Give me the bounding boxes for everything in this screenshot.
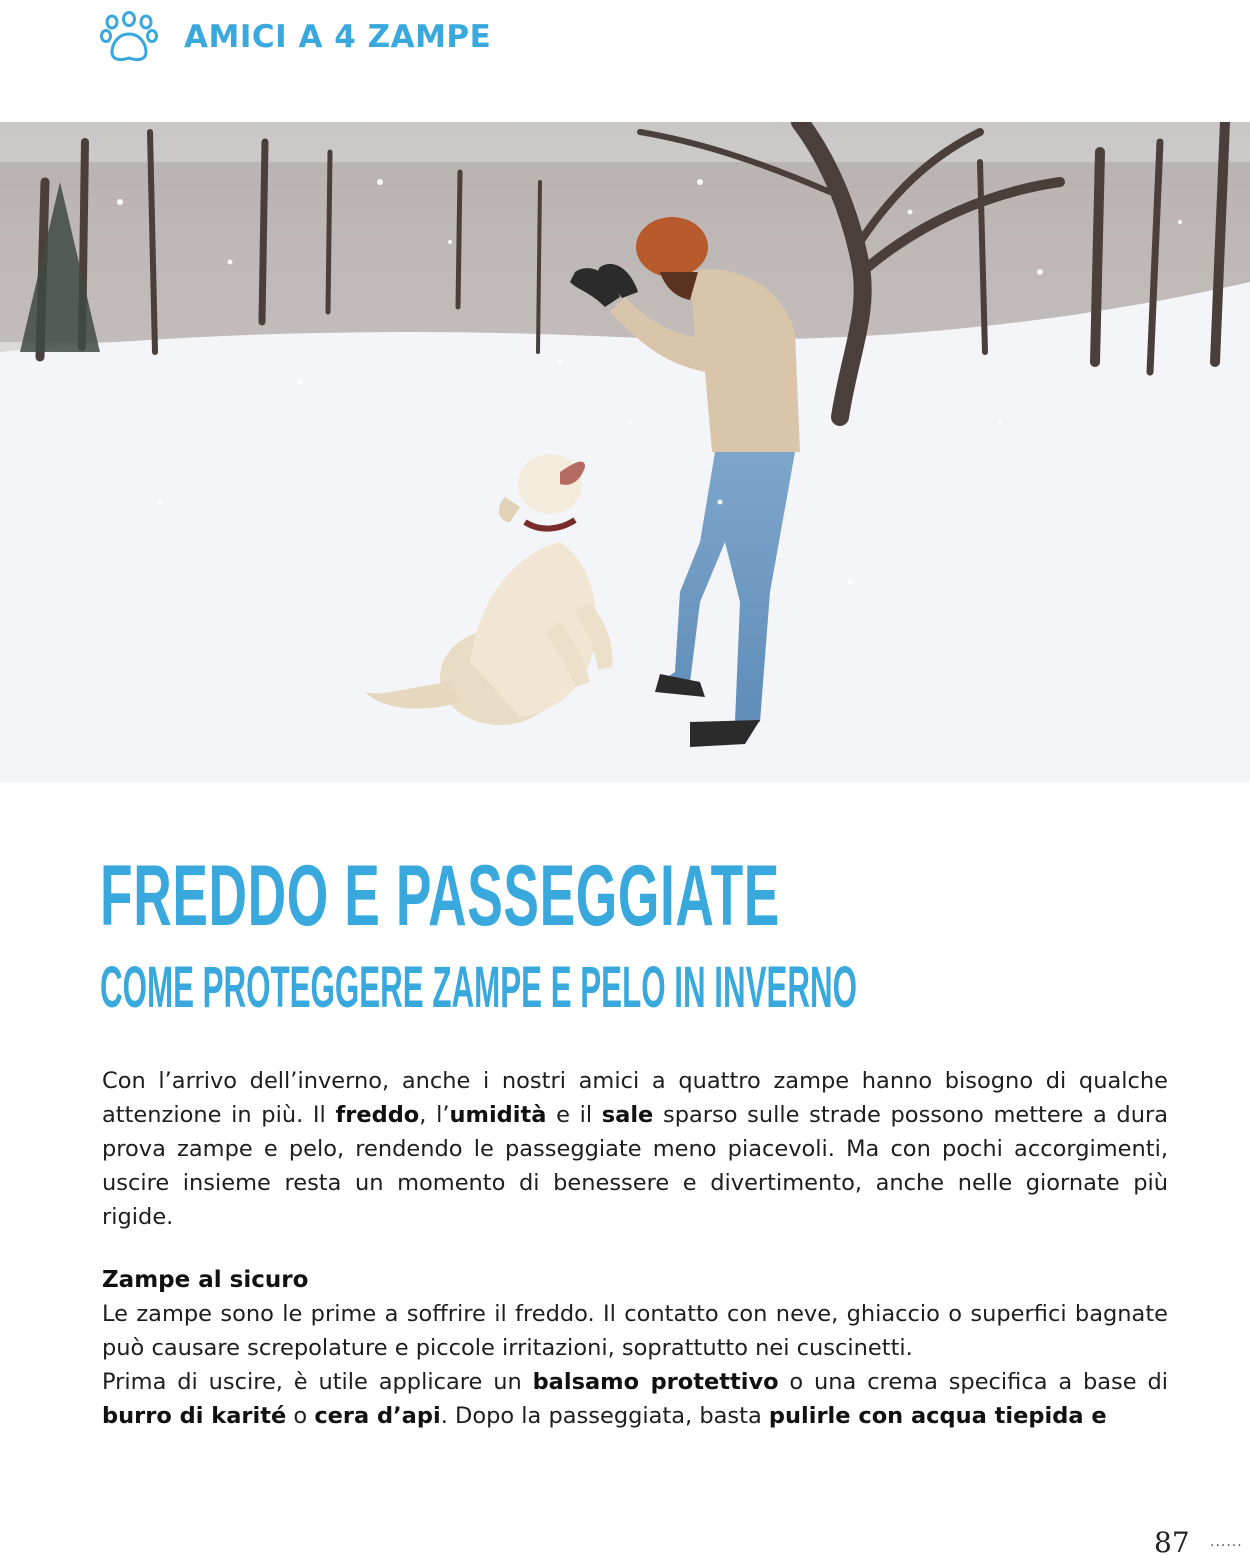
section-paragraph-1: Le zampe sono le prime a soffrire il freddo. Il contatto con neve, ghiaccio o superfici bagnate può causare screpolature e piccole irritazioni, soprattutto nei cuscinetti. [102, 1301, 1168, 1361]
bold-phrase: freddo [335, 1102, 420, 1128]
bold-phrase: sale [601, 1102, 654, 1128]
page-number-dots: ...... [1210, 1534, 1243, 1550]
text-run: o una crema specifica a base di [778, 1369, 1168, 1395]
bold-phrase: pulirle con acqua tiepida e [768, 1403, 1107, 1429]
text-run: e il [546, 1102, 602, 1128]
bold-phrase: burro di karité [102, 1403, 287, 1429]
section-heading: Zampe al sicuro [102, 1267, 309, 1293]
text-run: Con l’arrivo dell’inverno, anche i nostri amici a quattro zampe hanno bisogno di qualche attenzione in più. Il [102, 1068, 1168, 1128]
article-title: FREDDO E PASSEGGIATE [100, 848, 780, 944]
page-number: 87 [1154, 1526, 1190, 1559]
article-subtitle: COME PROTEGGERE ZAMPE E PELO IN INVERNO [100, 955, 857, 1020]
photo-man-and-dog-in-snow [0, 122, 1250, 782]
text-run: o [286, 1403, 315, 1429]
hero-photo [0, 122, 1250, 782]
text-run: sparso sulle strade possono mettere a dura prova zampe e pelo, rendendo le passeggiate meno piacevoli. Ma con pochi accorgimenti, uscire insieme resta un momento di benessere e divertimento, anche nelle giornate più rigide. [102, 1102, 1168, 1230]
intro-paragraph [102, 1064, 1168, 1234]
text-run: . Dopo la passeggiata, basta [440, 1403, 769, 1429]
bold-phrase: cera d’api [314, 1403, 441, 1429]
paw-icon [100, 10, 158, 64]
bold-phrase: balsamo protettivo [532, 1369, 779, 1395]
text-run: , l’ [419, 1102, 450, 1128]
section-header [100, 8, 491, 66]
section-label: AMICI A 4 ZAMPE [184, 19, 492, 55]
section-paragraph-2 [102, 1365, 1168, 1433]
bold-phrase: umidità [449, 1102, 547, 1128]
text-run: Prima di uscire, è utile applicare un [102, 1369, 533, 1395]
